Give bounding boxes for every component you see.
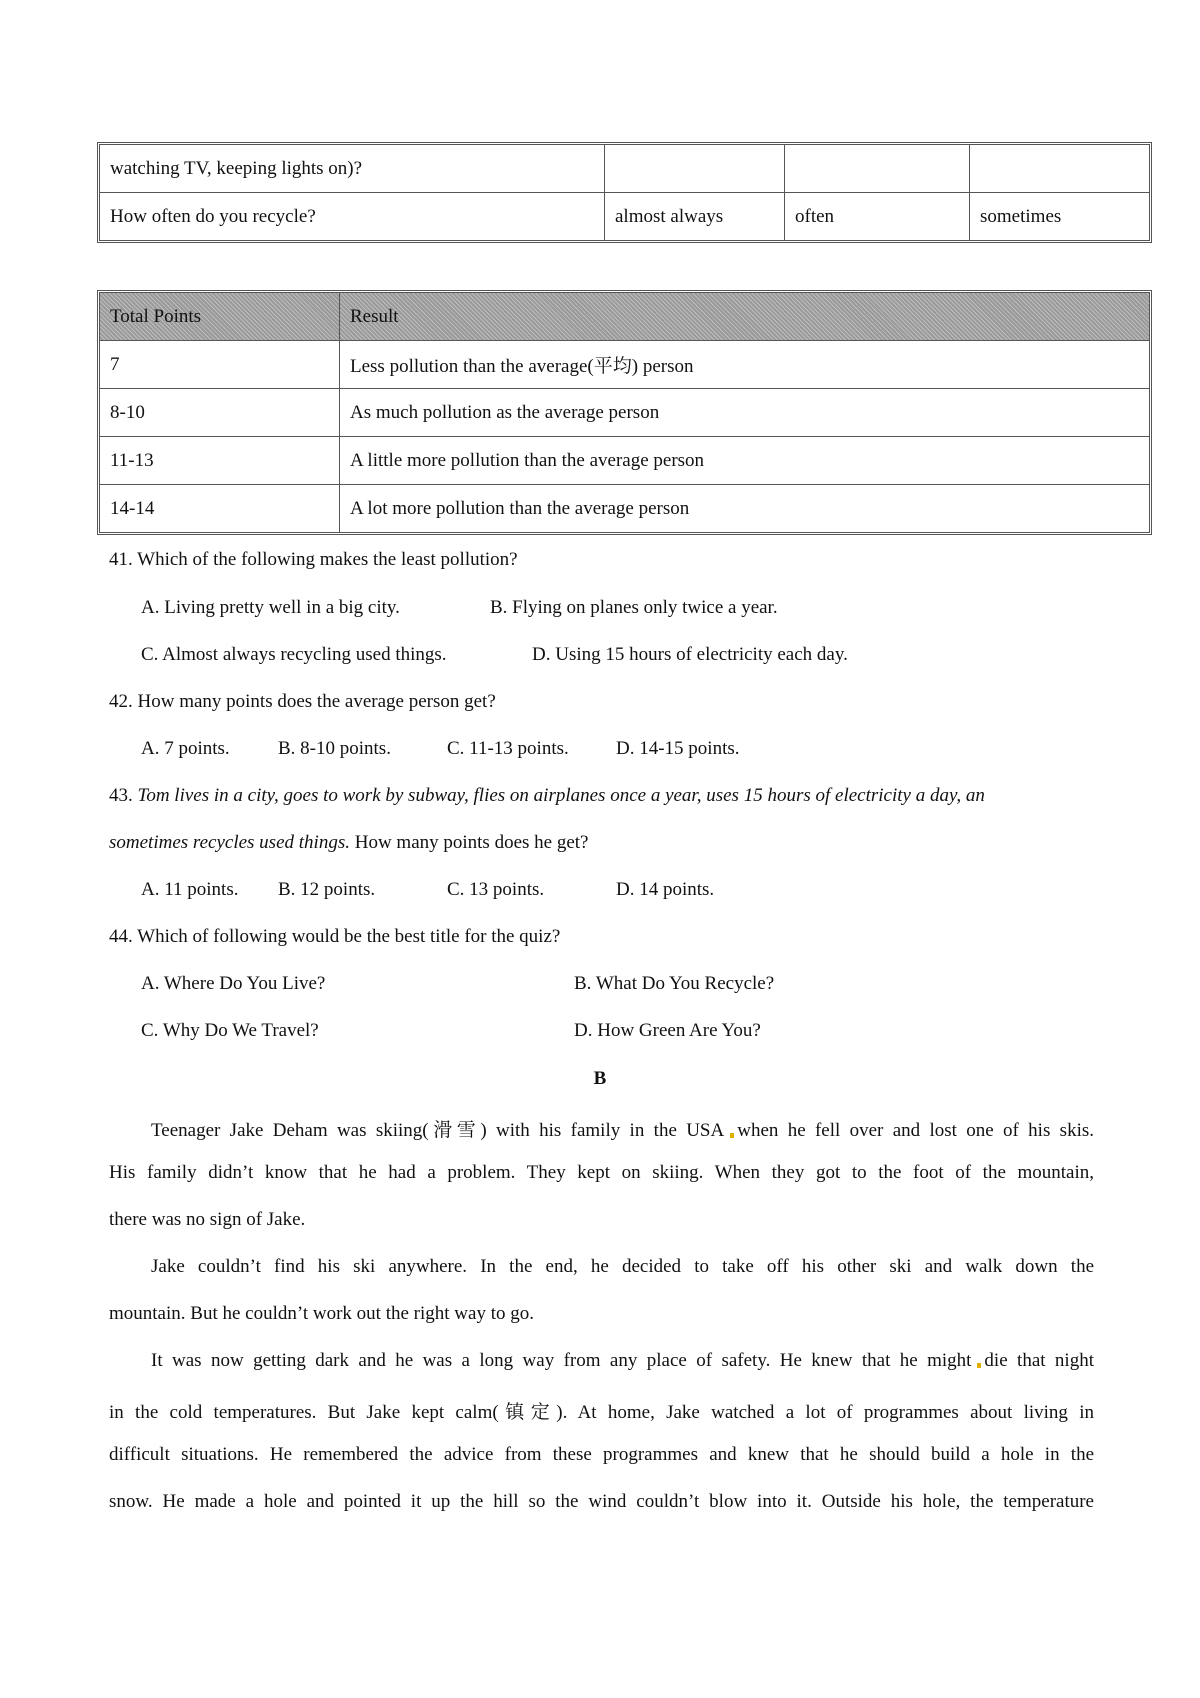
passage-line: there was no sign of Jake. bbox=[109, 1209, 306, 1230]
question-number: 43. bbox=[109, 785, 133, 806]
passage-line: difficult situations. He remembered the advice from these programmes and knew that he should build a hole in the bbox=[109, 1444, 1094, 1465]
table-cell: A little more pollution than the average person bbox=[340, 437, 1149, 485]
question-44-option-c: C. Why Do We Travel? bbox=[141, 1020, 319, 1041]
question-44-option-a: A. Where Do You Live? bbox=[141, 973, 326, 994]
table-cell: A lot more pollution than the average person bbox=[350, 497, 690, 519]
table-row bbox=[100, 193, 1149, 240]
table-row bbox=[100, 437, 1149, 485]
question-44-option-d: D. How Green Are You? bbox=[574, 1020, 761, 1041]
passage-line: snow. He made a hole and pointed it up the hill so the wind couldn’t blow into it. Outside his hole, the temperature bbox=[109, 1491, 1094, 1512]
passage-line: mountain. But he couldn’t work out the right way to go. bbox=[109, 1303, 534, 1324]
passage-line: His family didn’t know that he had a problem. They kept on skiing. When they got to the foot of the mountain, bbox=[109, 1162, 1094, 1183]
table-cell: 14-14 bbox=[100, 485, 340, 532]
table-cell: often bbox=[785, 193, 970, 240]
passage-line bbox=[151, 1115, 1094, 1142]
table-cell: 11-13 bbox=[100, 437, 340, 485]
column-header: Total Points bbox=[100, 293, 340, 341]
question-42-option-c: C. 11-13 points. bbox=[447, 738, 569, 759]
table-cell: sometimes bbox=[980, 205, 1062, 227]
question-42-option-a: A. 7 points. bbox=[141, 738, 230, 759]
table-row bbox=[100, 485, 1149, 532]
table-row bbox=[100, 145, 1149, 193]
question-43-stem-line-2 bbox=[109, 832, 588, 854]
question-44-stem: 44. Which of following would be the best title for the quiz? bbox=[109, 926, 561, 947]
section-heading: B bbox=[593, 1068, 607, 1089]
table-cell: As much pollution as the average person bbox=[340, 389, 1149, 437]
question-41-option-a: A. Living pretty well in a big city. bbox=[141, 597, 400, 618]
question-42-stem: 42. How many points does the average person get? bbox=[109, 691, 496, 712]
question-43-option-a: A. 11 points. bbox=[141, 879, 239, 900]
table-cell: How often do you recycle? bbox=[100, 193, 605, 240]
question-42-option-b: B. 8-10 points. bbox=[278, 738, 391, 759]
points-table bbox=[97, 290, 1152, 535]
table-cell bbox=[785, 145, 970, 193]
question-43-scenario-end: sometimes recycles used things. bbox=[109, 832, 350, 853]
question-43-scenario: Tom lives in a city, goes to work by subway, flies on airplanes once a year, uses 15 hours of electricity a day, an bbox=[137, 785, 985, 806]
passage-text: Teenager Jake Deham was skiing(滑雪) with his family in the USA bbox=[151, 1120, 725, 1141]
highlight-mark bbox=[977, 1363, 981, 1368]
passage-text: It was now getting dark and he was a long way from any place of safety. He knew that he might bbox=[151, 1350, 972, 1371]
table-cell: watching TV, keeping lights on)? bbox=[100, 145, 605, 193]
question-43-option-d: D. 14 points. bbox=[616, 879, 715, 900]
question-43-ask: How many points does he get? bbox=[354, 832, 589, 853]
question-41-option-c: C. Almost always recycling used things. bbox=[141, 644, 447, 665]
question-41-option-d: D. Using 15 hours of electricity each day. bbox=[532, 644, 848, 665]
question-42-option-d: D. 14-15 points. bbox=[616, 738, 740, 759]
question-43-option-b: B. 12 points. bbox=[278, 879, 376, 900]
passage-text: when he fell over and lost one of his skis. bbox=[737, 1120, 1094, 1141]
question-43-option-c: C. 13 points. bbox=[447, 879, 545, 900]
table-cell: Less pollution than the average(平均) person bbox=[340, 341, 1149, 389]
question-44-option-b: B. What Do You Recycle? bbox=[574, 973, 775, 994]
passage-line: Jake couldn’t find his ski anywhere. In the end, he decided to take off his other ski and walk down the bbox=[151, 1256, 1094, 1277]
table-row bbox=[100, 341, 1149, 389]
column-header: Result bbox=[340, 293, 1149, 341]
table-cell: 7 bbox=[100, 341, 340, 389]
table-header-row bbox=[100, 293, 1149, 341]
passage-text: die that night bbox=[984, 1350, 1094, 1371]
table-cell bbox=[605, 145, 785, 193]
passage-line: in the cold temperatures. But Jake kept calm(镇定). At home, Jake watched a lot of programmes about living in bbox=[109, 1402, 1094, 1423]
question-41-stem: 41. Which of the following makes the least pollution? bbox=[109, 549, 518, 570]
question-43-stem-line-1 bbox=[109, 785, 985, 807]
question-41-option-b: B. Flying on planes only twice a year. bbox=[490, 597, 778, 618]
table-cell: almost always bbox=[605, 193, 785, 240]
quiz-table bbox=[97, 142, 1152, 243]
table-row bbox=[100, 389, 1149, 437]
table-cell: 8-10 bbox=[100, 389, 340, 437]
passage-line bbox=[151, 1350, 1094, 1372]
table-cell bbox=[970, 145, 1149, 193]
highlight-mark bbox=[730, 1133, 734, 1138]
